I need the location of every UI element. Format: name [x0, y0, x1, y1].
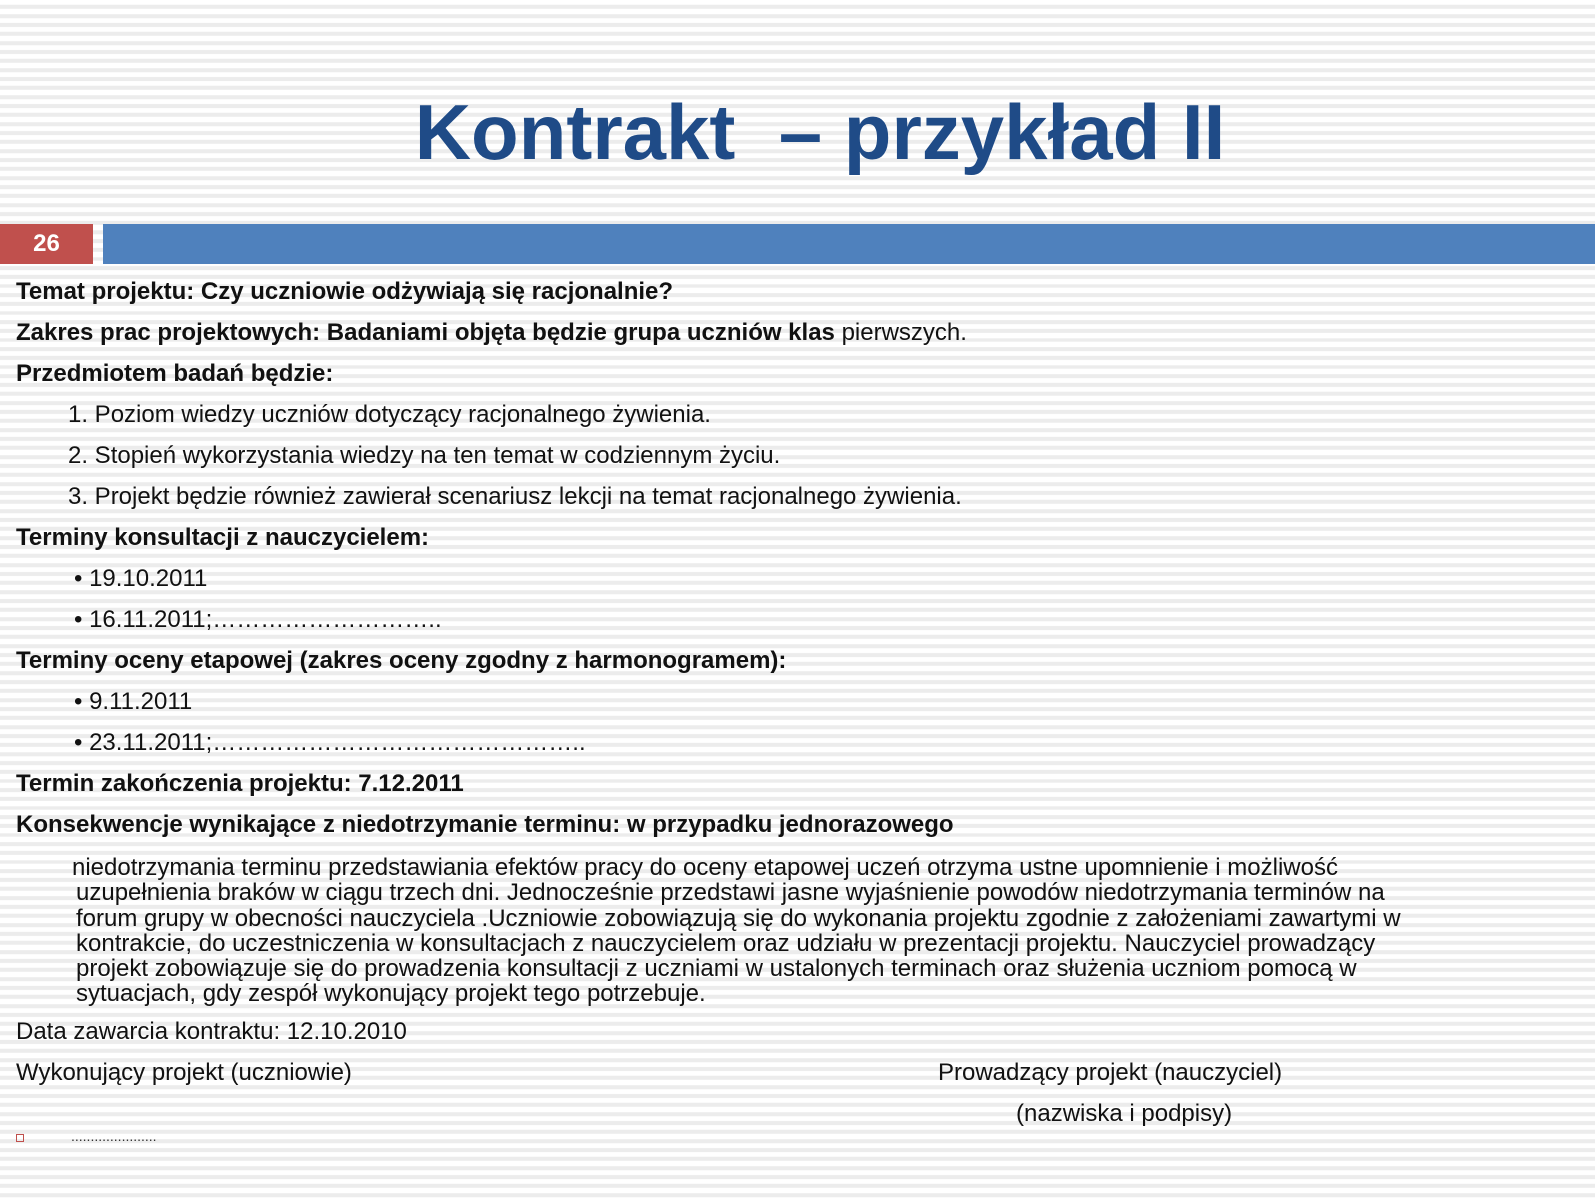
project-topic: Temat projektu: Czy uczniowie odżywiają się racjonalnie? [16, 278, 674, 305]
paragraph-line: niedotrzymania terminu przedstawiania efektów pracy do oceny etapowej uczeń otrzyma ustne upomnienie i możliwość [72, 854, 1338, 881]
slide-number: 26 [0, 224, 93, 264]
stage-review-heading: Terminy oceny etapowej (zakres oceny zgodny z harmonogramem): [16, 647, 787, 674]
signature-labels-row [16, 1052, 1586, 1093]
square-bullet-icon [16, 1134, 24, 1142]
slide-content [16, 271, 1586, 1134]
signatures-label: (nazwiska i podpisy) [1016, 1099, 1233, 1127]
subject-heading: Przedmiotem badań będzie: [16, 360, 334, 387]
consultation-date: • 16.11.2011;……………………….. [74, 606, 442, 633]
subject-item: 2. Stopień wykorzystania wiedzy na ten temat w codziennym życiu. [68, 442, 781, 469]
project-scope-plain: pierwszych. [834, 319, 967, 346]
consequences-heading: Konsekwencje wynikające z niedotrzymanie terminu: w przypadku jednorazowego [16, 811, 954, 838]
students-label: Wykonujący projekt (uczniowie) [16, 1058, 352, 1086]
consultation-date: • 19.10.2011 [74, 565, 208, 592]
stage-review-date: • 9.11.2011 [74, 688, 193, 715]
subject-item: 3. Projekt będzie również zawierał scenariusz lekcji na temat racjonalnego żywienia. [68, 483, 962, 510]
paragraph-line: sytuacjach, gdy zespół wykonujący projekt tego potrzebuje. [76, 980, 706, 1008]
paragraph-line: forum grupy w obecności nauczyciela .Uczniowie zobowiązują się do wykonania projektu zgodnie z założeniami zawartymi w [76, 904, 1401, 932]
project-end-term: Termin zakończenia projektu: 7.12.2011 [16, 770, 464, 797]
project-scope [16, 312, 1586, 353]
signatures-row [16, 1093, 1586, 1134]
contract-date: Data zawarcia kontraktu: 12.10.2010 [16, 1017, 407, 1045]
subject-item: 1. Poziom wiedzy uczniów dotyczący racjonalnego żywienia. [68, 401, 711, 428]
paragraph-line: kontrakcie, do uczestniczenia w konsultacjach z nauczycielem oraz udziału w prezentacji projektu. Nauczyciel prowadzący [76, 929, 1376, 957]
signature-dots: ...................... [71, 1128, 157, 1144]
stage-review-date: • 23.11.2011;……………………………………….. [74, 729, 586, 756]
title-divider-bar [103, 224, 1595, 264]
consequences-paragraph [16, 855, 1556, 1007]
project-scope-bold: Zakres prac projektowych: Badaniami objęta będzie grupa uczniów klas [16, 319, 835, 346]
paragraph-line: projekt zobowiązuje się do prowadzenia konsultacji z uczniami w ustalonych terminach oraz służenia uczniom pomocą w [76, 955, 1357, 983]
teacher-label: Prowadzący projekt (nauczyciel) [938, 1058, 1283, 1086]
paragraph-line: uzupełnienia braków w ciągu trzech dni. Jednocześnie przedstawi jasne wyjaśnienie powodów niedotrzymania terminów na [76, 879, 1385, 907]
slide-title: Kontrakt – przykład II [414, 88, 1226, 176]
consultation-heading: Terminy konsultacji z nauczycielem: [16, 524, 430, 551]
